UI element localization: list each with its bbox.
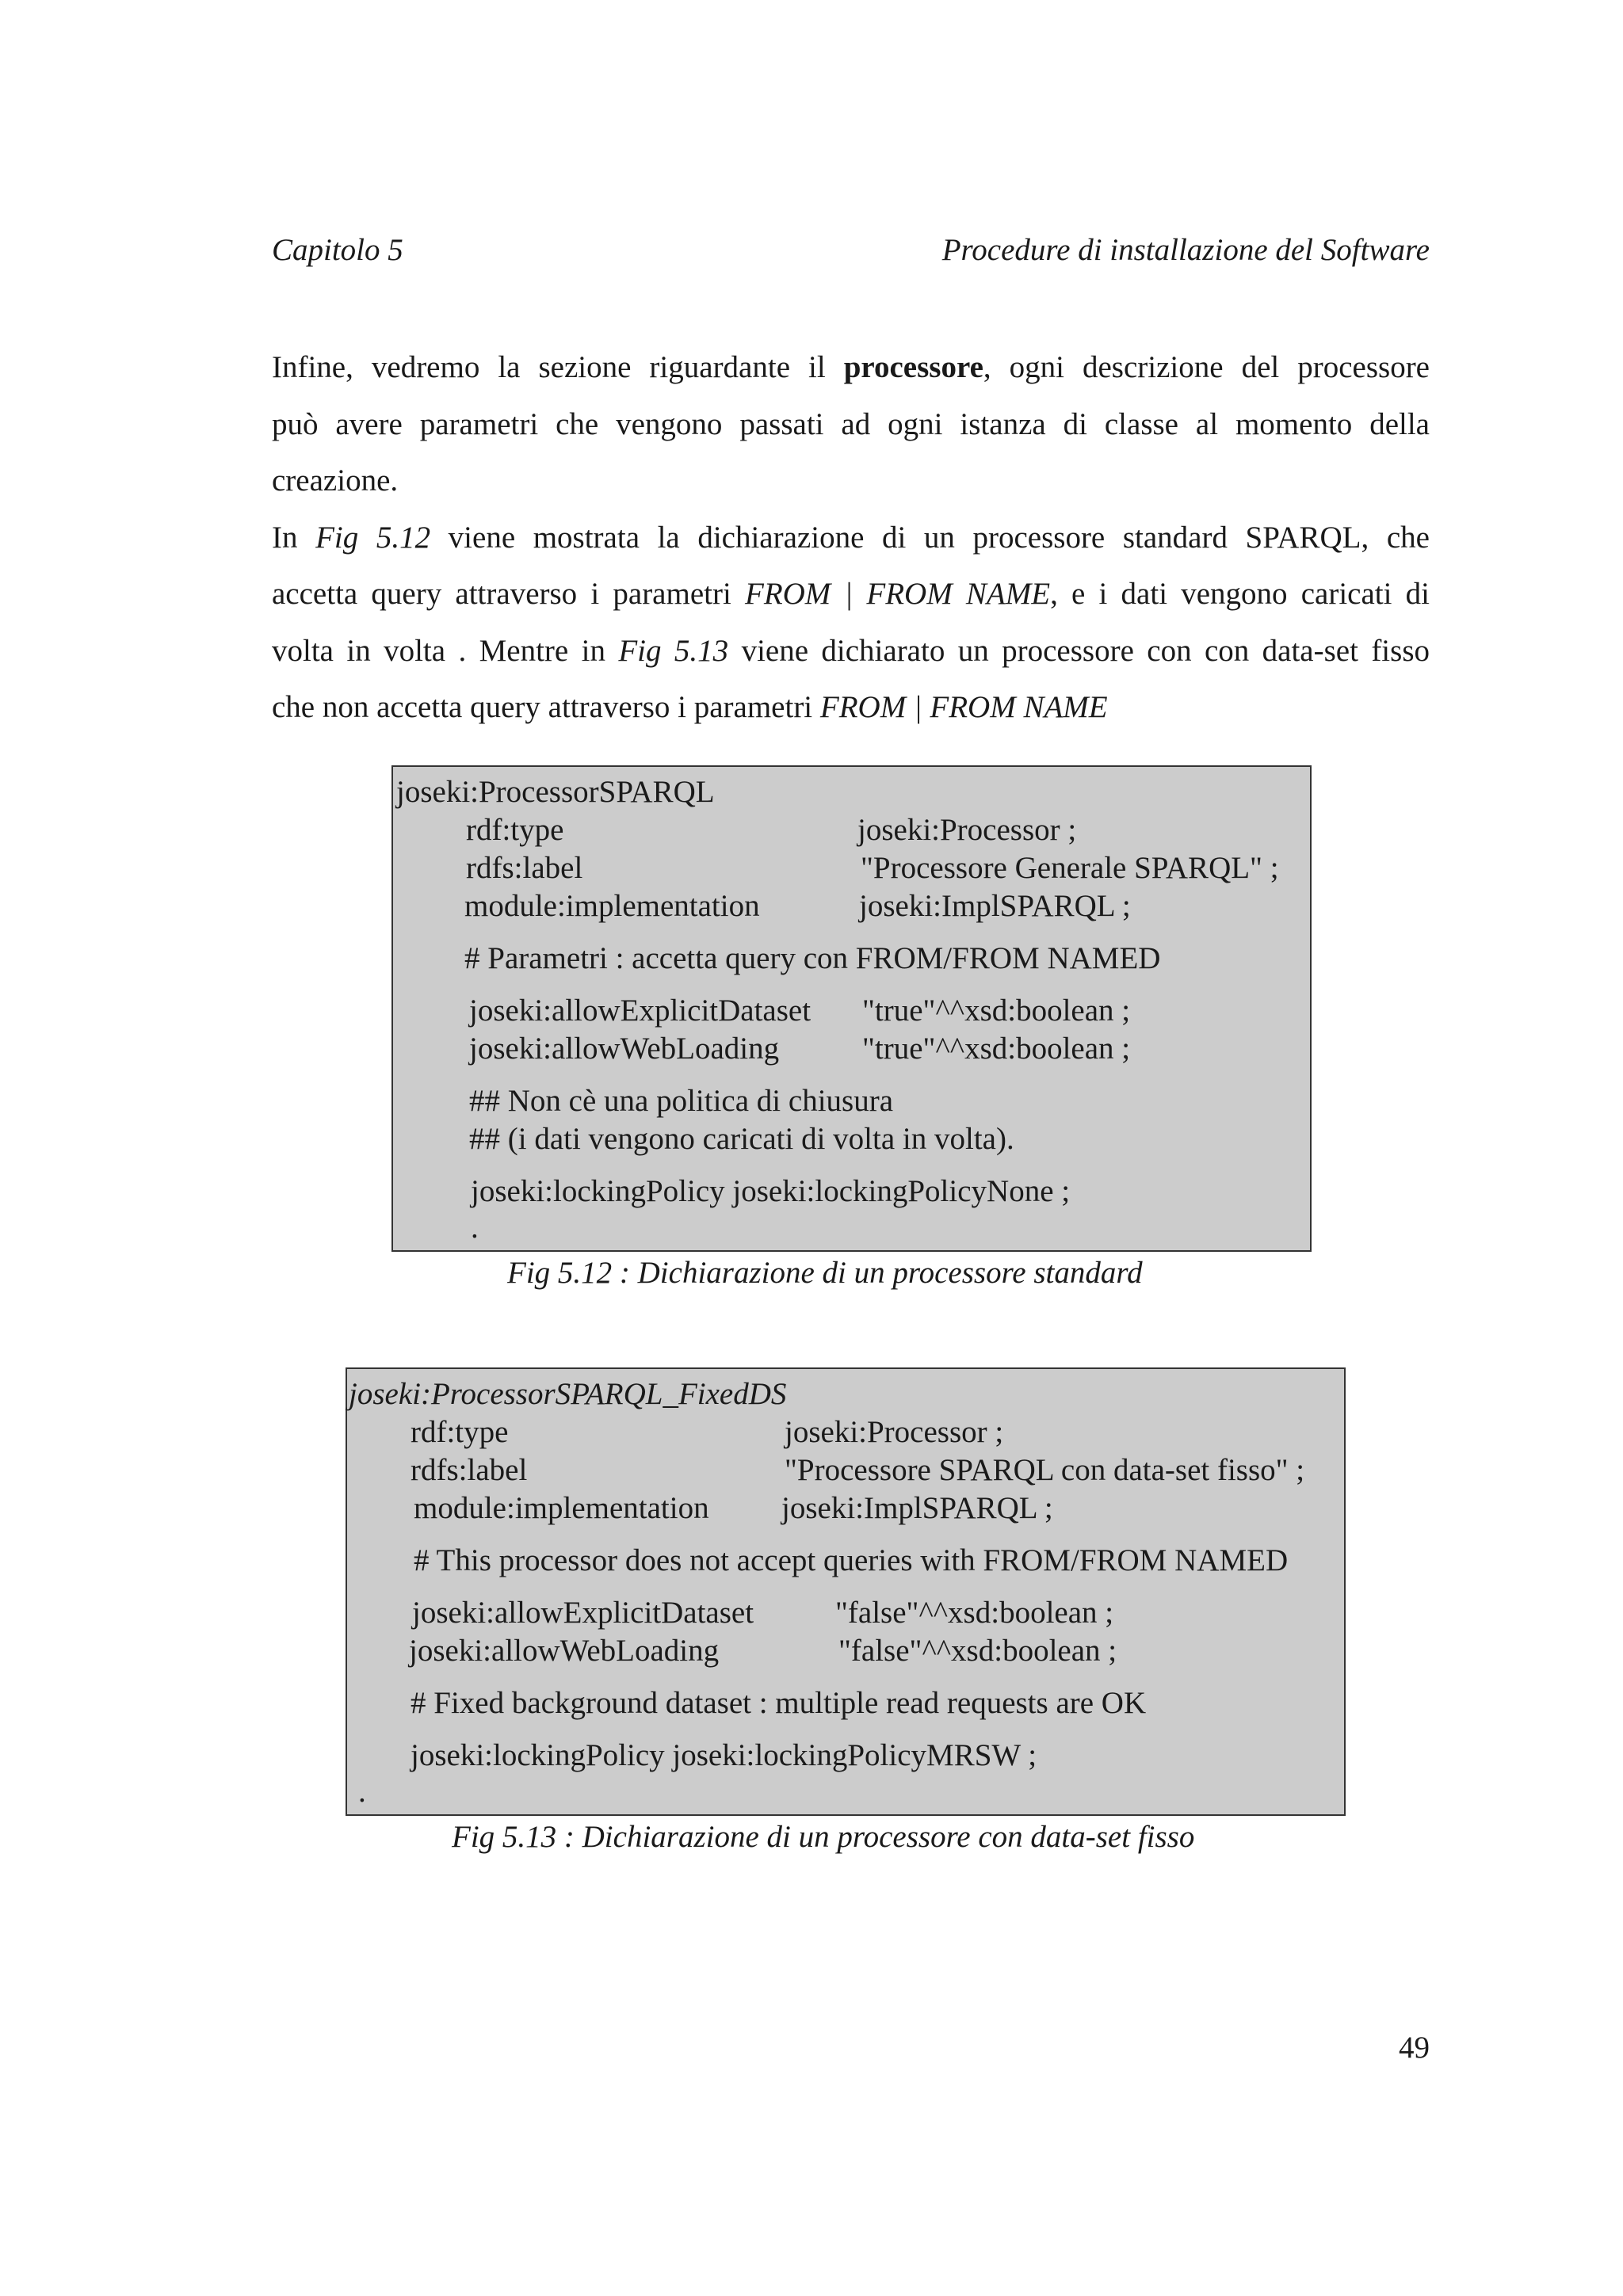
- code-comment: # Fixed background dataset : multiple read requests are OK: [411, 1686, 1147, 1720]
- paragraph-line: creazione.: [272, 463, 399, 498]
- code-property: joseki:lockingPolicy joseki:lockingPolicyNone ;: [471, 1174, 1071, 1208]
- code-property: joseki:allowExplicitDataset: [469, 994, 812, 1028]
- code-box-fig-5-12: [391, 765, 1312, 1252]
- code-value: "Processore SPARQL con data-set fisso" ;: [785, 1453, 1305, 1487]
- code-terminator: .: [358, 1775, 366, 1809]
- paragraph-line: [272, 339, 1430, 396]
- code-property: rdfs:label: [466, 851, 583, 885]
- bold-term-processore: processore: [843, 350, 983, 384]
- text-run: accetta query attraverso i parametri: [272, 577, 745, 611]
- paragraph-line: [272, 623, 1430, 680]
- code-property: module:implementation: [414, 1491, 709, 1525]
- code-value: joseki:Processor ;: [857, 813, 1077, 847]
- text-run: , e i dati vengono caricati di: [1050, 577, 1430, 611]
- page-number: 49: [1399, 2031, 1430, 2065]
- code-resource-name: joseki:ProcessorSPARQL_FixedDS: [349, 1377, 787, 1411]
- text-run: In: [272, 520, 316, 555]
- figure-reference: Fig 5.13: [618, 633, 729, 668]
- code-comment: # Parametri : accetta query con FROM/FROM NAMED: [464, 941, 1161, 975]
- running-header-section: Procedure di installazione del Software: [941, 233, 1430, 267]
- code-terminator: .: [471, 1211, 479, 1245]
- code-value: "true"^^xsd:boolean ;: [862, 1032, 1131, 1066]
- text-run: volta in volta . Mentre in: [272, 633, 619, 668]
- code-value: "true"^^xsd:boolean ;: [862, 994, 1131, 1028]
- code-value: "false"^^xsd:boolean ;: [838, 1634, 1117, 1668]
- text-run: Infine, vedremo la sezione riguardante il: [272, 350, 844, 384]
- code-property: joseki:allowWebLoading: [409, 1634, 720, 1668]
- body-text: [272, 339, 1430, 736]
- paragraph-processore: [272, 339, 1430, 509]
- code-value: "Processore Generale SPARQL" ;: [861, 851, 1279, 885]
- code-value: "false"^^xsd:boolean ;: [835, 1596, 1114, 1630]
- code-value: joseki:ImplSPARQL ;: [781, 1491, 1053, 1525]
- code-property: joseki:allowExplicitDataset: [412, 1596, 754, 1630]
- code-box-fig-5-13: [346, 1367, 1346, 1816]
- code-comment: ## (i dati vengono caricati di volta in volta).: [469, 1122, 1014, 1156]
- code-property: module:implementation: [464, 889, 760, 923]
- code-resource-name: joseki:ProcessorSPARQL: [396, 775, 715, 809]
- paragraph-line: può avere parametri che vengono passati ad ogni istanza di classe al momento della: [272, 406, 1430, 441]
- parameter-reference: FROM | FROM NAME: [819, 690, 1108, 724]
- paragraph-line: [272, 679, 1430, 736]
- text-run: , ogni descrizione del processore: [983, 350, 1430, 384]
- code-property: rdf:type: [411, 1415, 509, 1449]
- code-property: rdf:type: [466, 813, 564, 847]
- paragraph-figure-references: [272, 509, 1430, 736]
- parameter-reference: FROM | FROM NAME: [745, 577, 1051, 611]
- text-run: viene mostrata la dichiarazione di un processore standard SPARQL, che: [430, 520, 1430, 555]
- code-value: joseki:Processor ;: [785, 1415, 1004, 1449]
- paragraph-line: [272, 509, 1430, 566]
- running-header-chapter: Capitolo 5: [272, 233, 403, 267]
- code-comment: # This processor does not accept queries with FROM/FROM NAMED: [414, 1543, 1289, 1577]
- figure-reference: Fig 5.12: [315, 520, 431, 555]
- figure-caption-5-12: Fig 5.12 : Dichiarazione di un processore standard: [507, 1256, 1143, 1290]
- code-property: rdfs:label: [411, 1453, 528, 1487]
- paragraph-line: [272, 566, 1430, 623]
- code-property: joseki:lockingPolicy joseki:lockingPolicyMRSW ;: [411, 1738, 1037, 1772]
- text-run: che non accetta query attraverso i parametri: [272, 690, 820, 724]
- text-run: viene dichiarato un processore con con data-set fisso: [728, 633, 1430, 668]
- code-property: joseki:allowWebLoading: [469, 1032, 780, 1066]
- figure-caption-5-13: Fig 5.13 : Dichiarazione di un processore con data-set fisso: [452, 1820, 1195, 1854]
- code-comment: ## Non cè una politica di chiusura: [469, 1084, 894, 1118]
- code-value: joseki:ImplSPARQL ;: [859, 889, 1131, 923]
